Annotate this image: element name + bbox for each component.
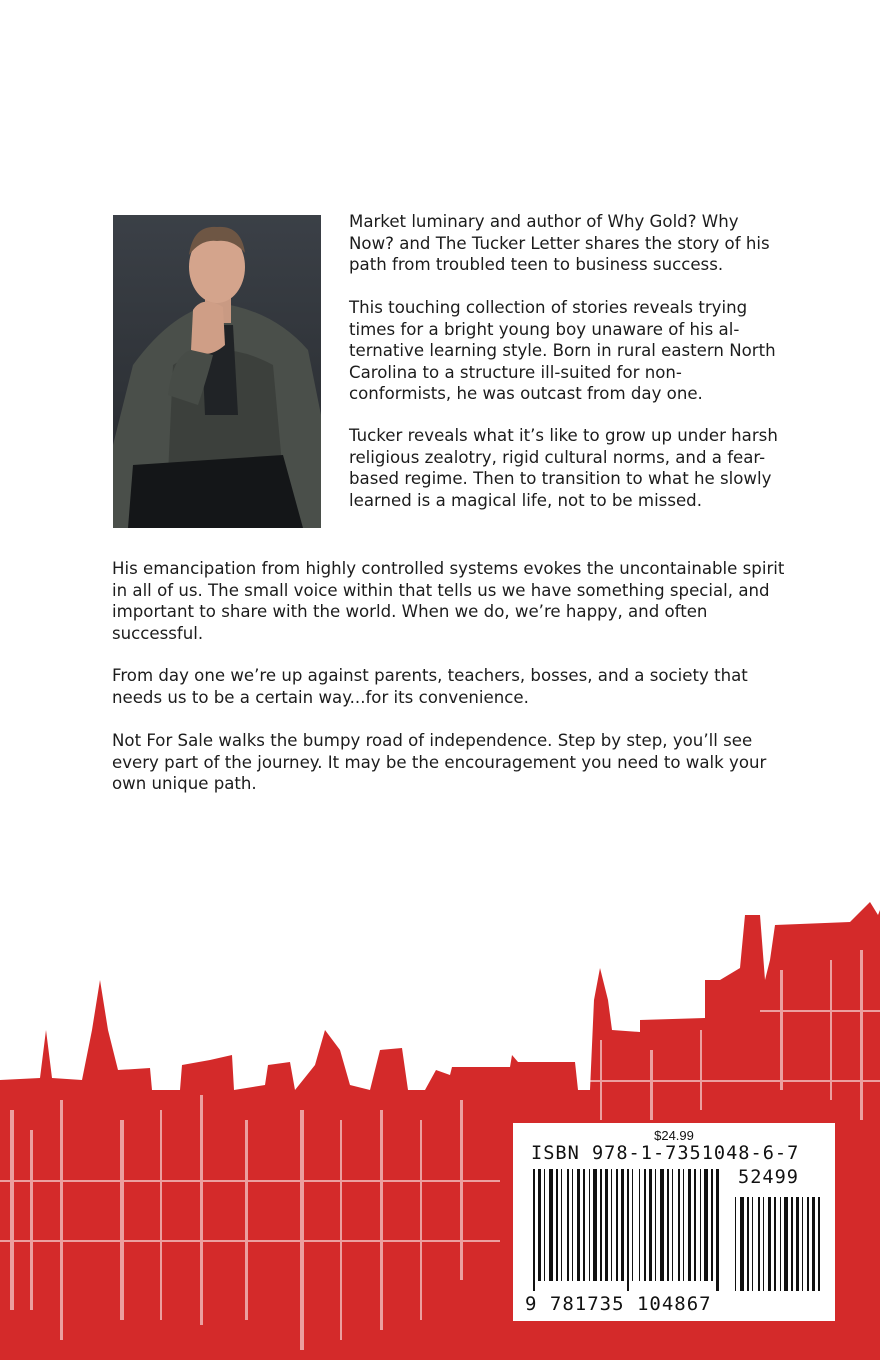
isbn-barcode-block bbox=[513, 1123, 835, 1321]
isbn-label: ISBN 978-1-7351048-6-7 bbox=[531, 1143, 800, 1164]
author-photo bbox=[113, 215, 321, 528]
body-paragraph-2: From day one we’re up against parents, teachers, bosses, and a society that needs us to be a certain way...for its convenience. bbox=[112, 666, 748, 707]
ean-digits: 9 781735 104867 bbox=[525, 1293, 712, 1315]
intro-paragraph-3: Tucker reveals what it’s like to grow up under harsh religious zealotry, rigid cultural norms, and a fear-based regime. Then to transition to what he slowly learned is a magical life, not to be missed. bbox=[349, 426, 778, 510]
addon-code: 52499 bbox=[738, 1167, 799, 1188]
intro-paragraph-2: This touching collection of stories reveals trying times for a bright young boy unaware of his al-ternative learning style. Born in rural eastern North Carolina to a structure ill-suited for non-conformists, he was outcast from day one. bbox=[349, 298, 776, 403]
author-portrait-image bbox=[113, 215, 321, 528]
price-label: $24.99 bbox=[654, 1128, 694, 1143]
body-paragraph-1: His emancipation from highly controlled systems evokes the uncontainable spirit in all of us. The small voice within that tells us we have something special, and important to share with the world. When we do, we’re happy, and often successful. bbox=[112, 559, 785, 643]
body-paragraph-3: Not For Sale walks the bumpy road of independence. Step by step, you’ll see every part of the journey. It may be the encouragement you need to walk your own unique path. bbox=[112, 731, 767, 793]
intro-paragraph-1: Market luminary and author of Why Gold? Why Now? and The Tucker Letter shares the story of his path from troubled teen to business success. bbox=[349, 212, 770, 274]
barcode-bars bbox=[533, 1169, 823, 1291]
